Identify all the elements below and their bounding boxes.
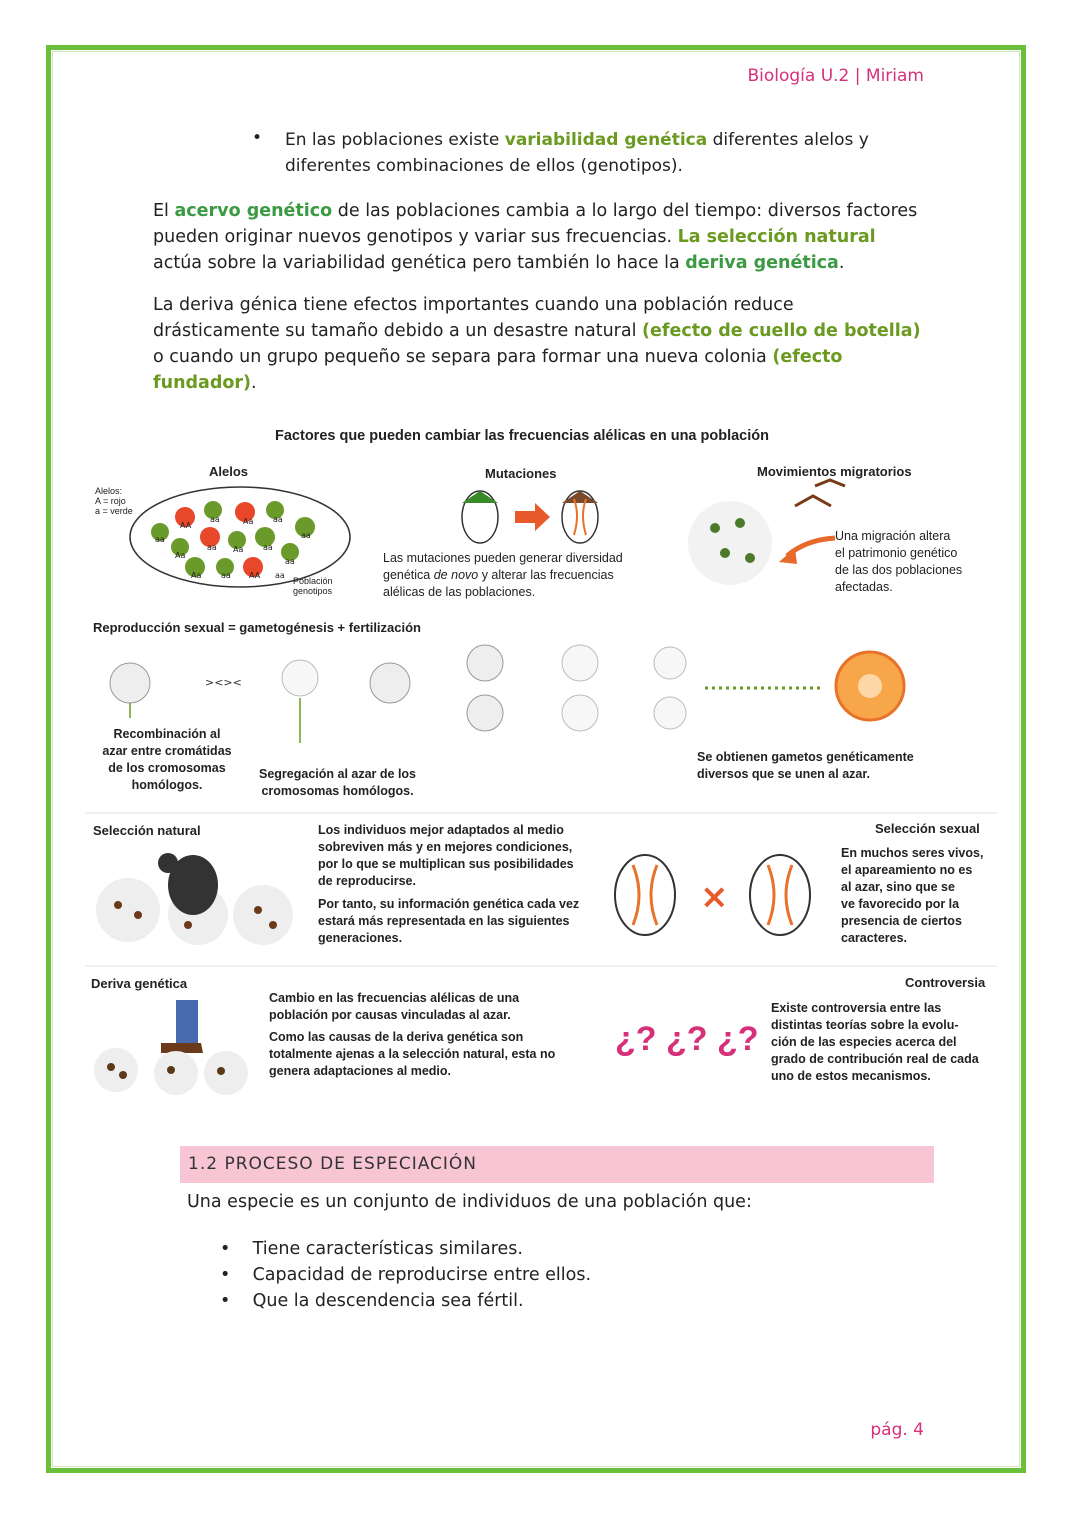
- bullet-dot: •: [252, 128, 263, 148]
- term-variabilidad: variabilidad genética: [504, 130, 708, 150]
- question-icon: ¿?: [666, 1020, 708, 1058]
- controversia-text: Existe controversia entre las distintas teorías sobre la evolu- ción de las especies acerca del grado de contribución real de cada uno de estos mecanismos.: [771, 1001, 979, 1083]
- genotype-tag: aa: [275, 571, 285, 580]
- recombinacion-text: Recombinación al azar entre cromátidas de los cromosomas homólogos.: [102, 727, 232, 792]
- alelos-caption: Población genotipos: [293, 576, 333, 596]
- genotype-tag: Aa: [243, 517, 254, 526]
- deriva-label: Deriva genética: [91, 976, 188, 991]
- sexual-selection-diagram: [605, 840, 835, 950]
- mutaciones-label: Mutaciones: [485, 466, 557, 481]
- shoe-icon: [161, 1043, 203, 1053]
- question-icon: ¿?: [717, 1020, 759, 1058]
- term-seleccion: La selección natural: [677, 227, 876, 247]
- genotype-tag: aa: [207, 543, 217, 552]
- figure-factores: [85, 420, 997, 1100]
- genotype-tag: Aa: [233, 545, 244, 554]
- leg-icon: [176, 1000, 198, 1045]
- gametos-text: Se obtienen gametos genéticamente diversos que se unen al azar.: [697, 750, 914, 781]
- reproduccion-label: Reproducción sexual = gametogénesis + fertilización: [93, 620, 421, 635]
- genotype-tag: aa: [273, 515, 283, 524]
- genotype-tag: Aa: [191, 571, 202, 580]
- seleccion-natural-text: Los individuos mejor adaptados al medio sobreviven más y en mejores condiciones, por lo que se multiplican sus posibilidades de reproducirse. Por tanto, su información genética cada vez estará más representada en las siguientes generaciones.: [318, 823, 580, 945]
- bullet-variabilidad: En las poblaciones existe variabilidad genética diferentes alelos y diferentes combinaciones de ellos (genotipos).: [285, 130, 869, 176]
- list-item: • Capacidad de reproducirse entre ellos.: [220, 1265, 592, 1285]
- genotype-tag: aa: [285, 557, 295, 566]
- controversia-label: Controversia: [905, 975, 986, 990]
- term-acervo: acervo genético: [174, 201, 333, 221]
- seleccion-sexual-text: En muchos seres vivos, el apareamiento no es al azar, sino que se ve favorecido por la presencia de ciertos caracteres.: [841, 846, 984, 945]
- alelos-legend: Alelos: A = rojo a = verde: [95, 486, 133, 516]
- section-header: 1.2 PROCESO DE ESPECIACIÓN: [180, 1146, 934, 1183]
- term-deriva: deriva genética: [685, 253, 839, 273]
- genotype-tag: aa: [221, 571, 231, 580]
- segregacion-text: Segregación al azar de los cromosomas homólogos.: [259, 767, 417, 798]
- migration-diagram: [685, 478, 855, 598]
- list-item: • Que la descendencia sea fértil.: [220, 1291, 524, 1311]
- seleccion-sexual-label: Selección sexual: [875, 821, 980, 836]
- genotype-tag: aa: [155, 535, 165, 544]
- paragraph-deriva: La deriva génica tiene efectos importantes cuando una población reduce drásticamente su tamaño debido a un desastre natural (efecto de cuello de botella) o cuando un grupo pequeño se separa para formar una nueva colonia (efecto fundador).: [153, 295, 921, 393]
- divider: [85, 812, 997, 814]
- mutation-beetles-diagram: [450, 485, 610, 550]
- question-icon: ¿?: [615, 1020, 657, 1058]
- alelos-label: Alelos: [209, 464, 249, 479]
- cross-icon: ×: [700, 877, 729, 917]
- genotype-tag: aa: [263, 543, 273, 552]
- seleccion-natural-label: Selección natural: [93, 823, 201, 838]
- migratorios-text: Una migración altera el patrimonio genético de las dos poblaciones afectadas.: [835, 529, 963, 594]
- genotype-tag: aa: [210, 515, 220, 524]
- migratorios-label: Movimientos migratorios: [757, 464, 912, 479]
- paragraph-acervo: El acervo genético de las poblaciones cambia a lo largo del tiempo: diversos factores pueden originar nuevos genotipos y variar sus frecuencias. La selección natural actúa sobre la variabilidad genética pero también lo hace la deriva genética.: [153, 201, 918, 273]
- page-number: pág. 4: [870, 1420, 924, 1440]
- svg-text:><><: ><><: [205, 676, 242, 689]
- genotype-tag: AA: [249, 571, 261, 580]
- species-intro: Una especie es un conjunto de individuos de una población que:: [187, 1192, 752, 1212]
- species-list: [220, 1236, 591, 1314]
- natural-selection-diagram: [93, 845, 303, 945]
- term-fundador: (efecto fundador): [153, 347, 843, 393]
- genotype-tag: Aa: [175, 551, 186, 560]
- page-header: Biología U.2 | Miriam: [747, 66, 924, 86]
- question-marks: [615, 1020, 759, 1059]
- mutaciones-text: Las mutaciones pueden generar diversidad genética de novo y alterar las frecuencias alélicas de las poblaciones.: [383, 551, 623, 599]
- divider: [85, 965, 997, 967]
- deriva-text: Cambio en las frecuencias alélicas de una población por causas vinculadas al azar. Como las causas de la deriva genética son totalmente ajenas a la selección natural, esta no genera adaptaciones al medio.: [269, 991, 556, 1078]
- arrow-right-icon: [515, 503, 550, 531]
- genotype-tag: aa: [301, 531, 311, 540]
- figure-title: Factores que pueden cambiar las frecuencias alélicas en una población: [275, 428, 769, 444]
- genetic-drift-diagram: [91, 995, 251, 1095]
- term-cuello-botella: (efecto de cuello de botella): [642, 321, 921, 341]
- genotype-tag: AA: [180, 521, 192, 530]
- list-item: • Tiene características similares.: [220, 1239, 523, 1259]
